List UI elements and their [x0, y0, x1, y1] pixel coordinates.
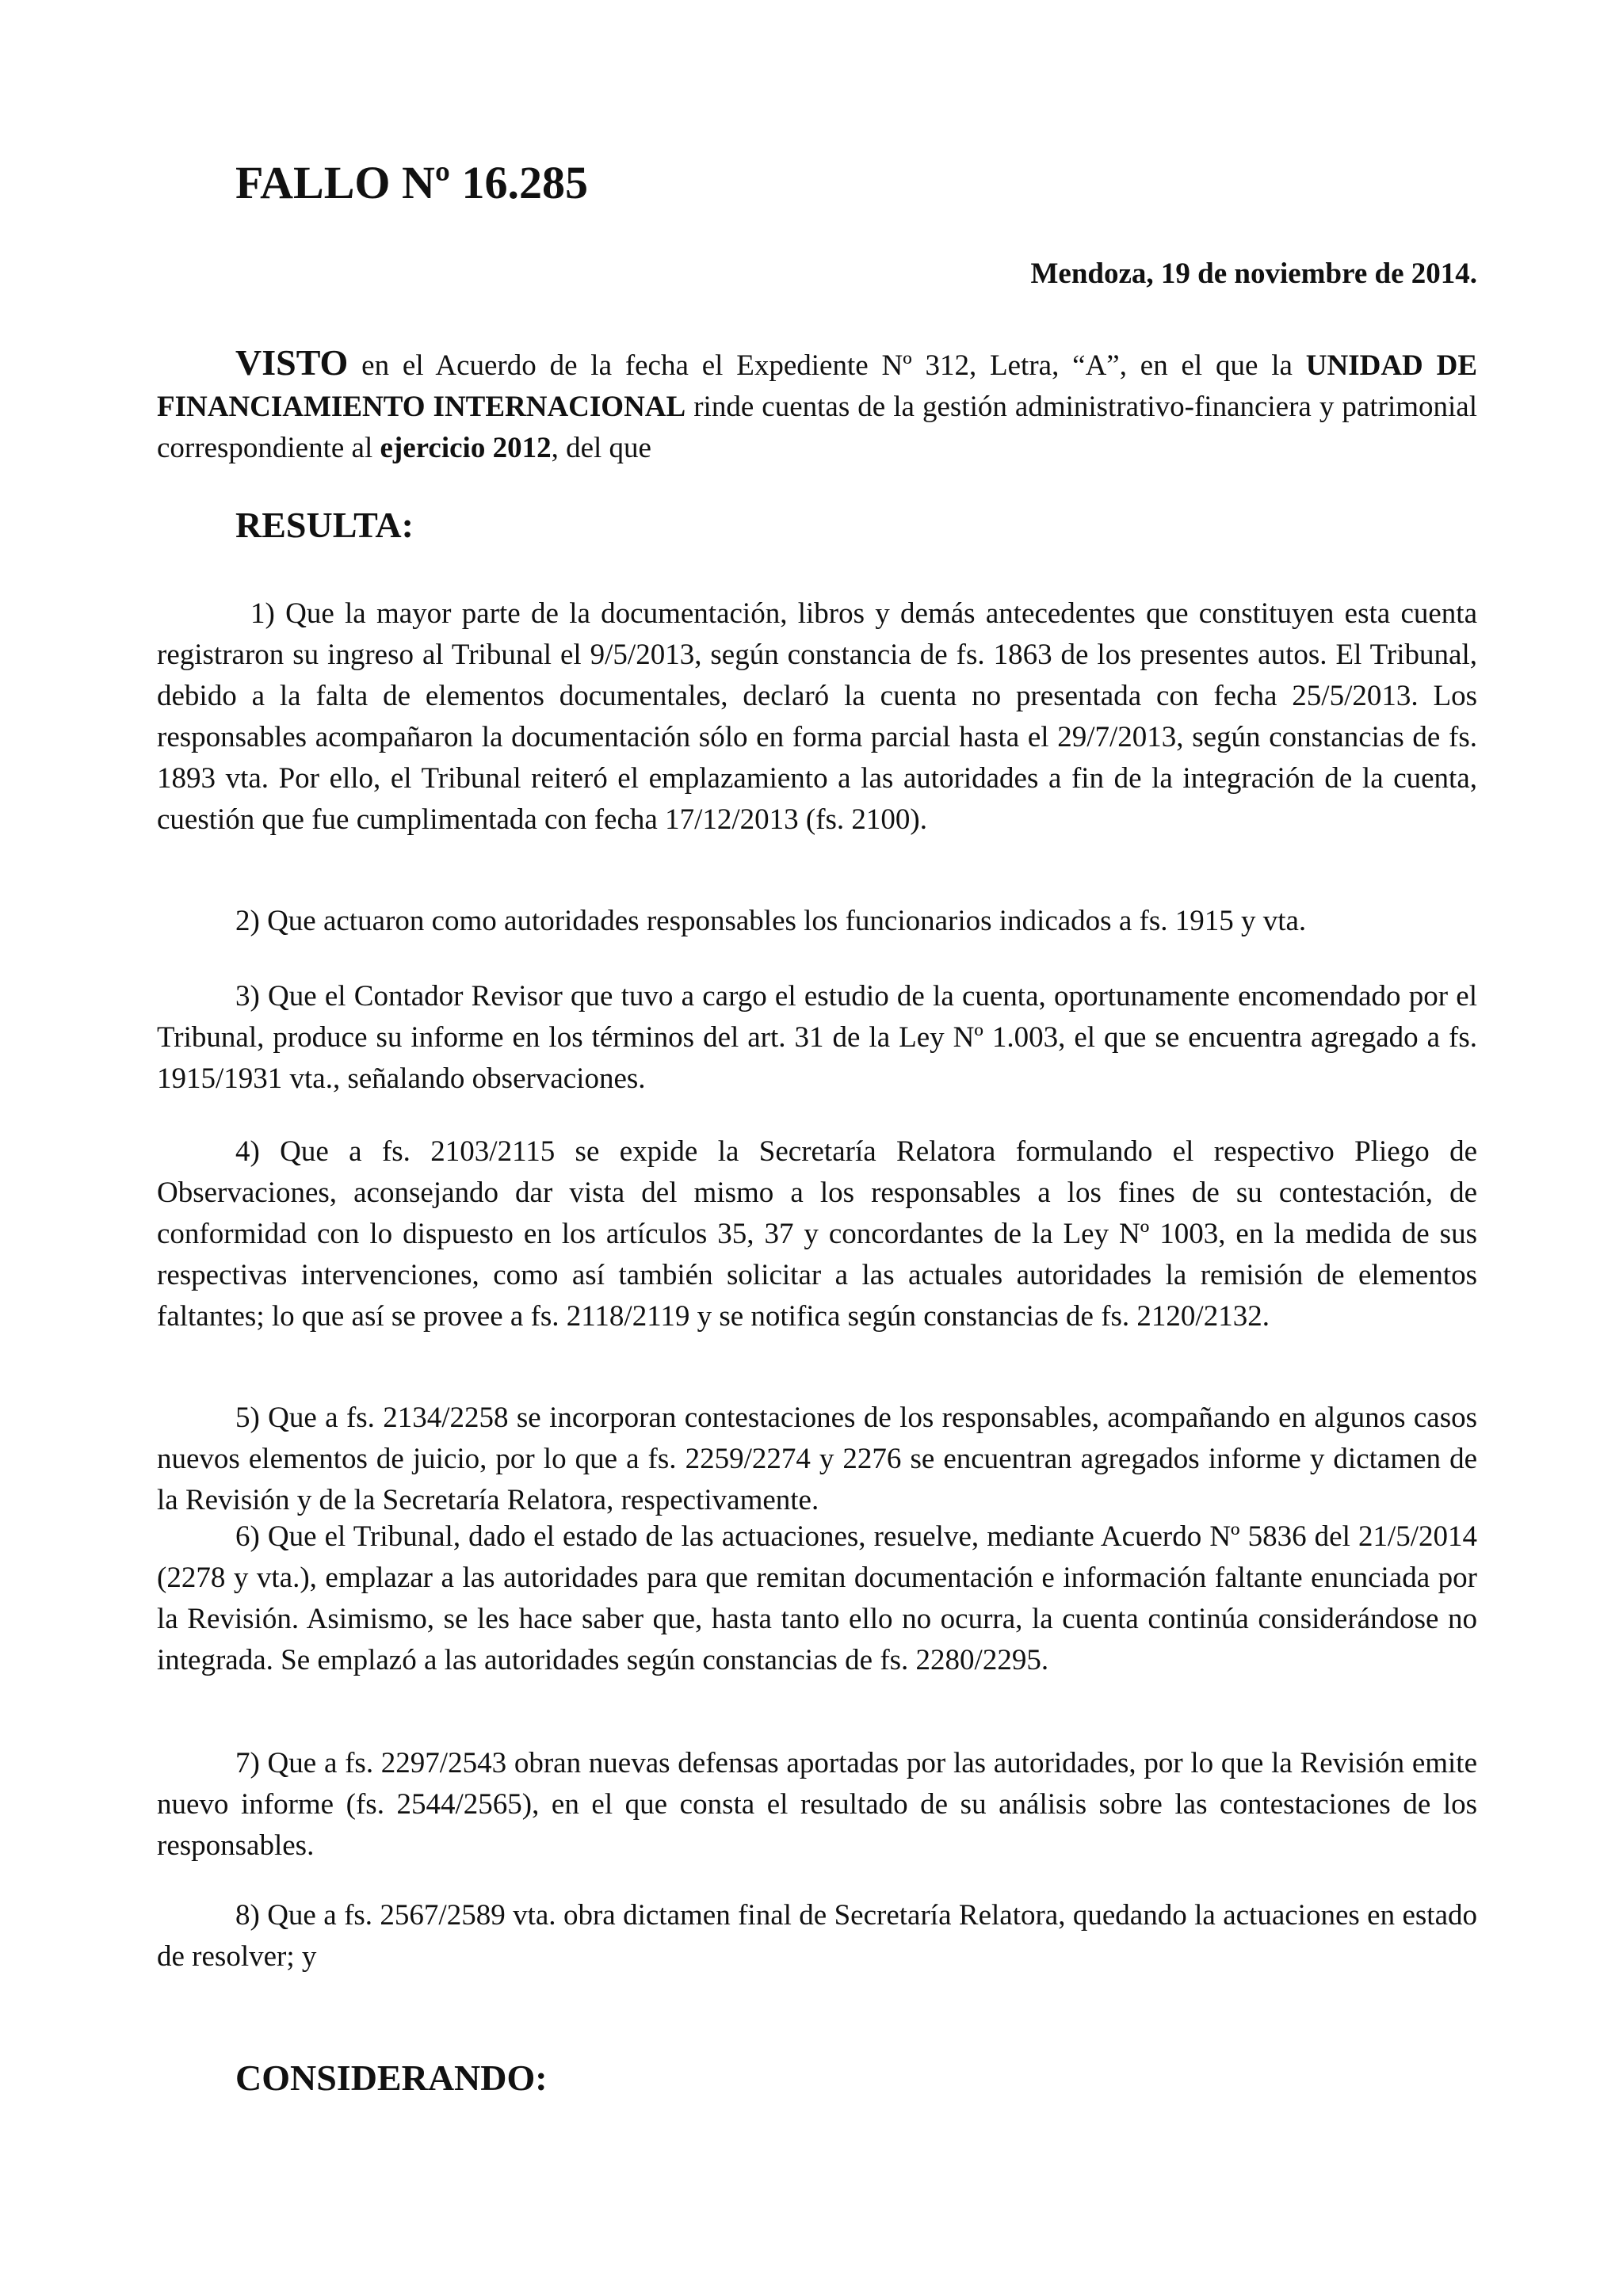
visto-text-1: en el Acuerdo de la fecha el Expediente Nº 312, Letra, “A”, en el que la: [348, 349, 1306, 382]
resulta-paragraph-5: 5) Que a fs. 2134/2258 se incorporan contestaciones de los responsables, acompañando en algunos casos nuevos elementos de juicio, por lo que a fs. 2259/2274 y 2276 se encuentran agregados informe y dictamen de la Revisión y de la Secretaría Relatora, respectivamente.: [157, 1402, 1477, 1516]
visto-lead: VISTO: [235, 342, 349, 383]
visto-text-3: , del que: [551, 432, 651, 464]
visto-text-2: rinde cuentas de la gestión administrativo-financiera y patrimonial correspondiente al: [157, 391, 1477, 464]
date-line: Mendoza, 19 de noviembre de 2014.: [1030, 257, 1477, 290]
resulta-heading: RESULTA:: [235, 505, 414, 545]
resulta-paragraph-1: 1) Que la mayor parte de la documentación, libros y demás antecedentes que constituyen esta cuenta registraron su ingreso al Tribunal el 9/5/2013, según constancia de fs. 1863 de los presentes autos. El Tribunal, debido a la falta de elementos documentales, declaró la cuenta no presentada con fecha 25/5/2013. Los responsables acompañaron la documentación sólo en forma parcial hasta el 29/7/2013, según constancias de fs. 1893 vta. Por ello, el Tribunal reiteró el emplazamiento a las autoridades a fin de la integración de la cuenta, cuestión que fue cumplimentada con fecha 17/12/2013 (fs. 2100).: [157, 597, 1477, 836]
visto-entity: UNIDAD DE FINANCIAMIENTO INTERNACIONAL: [157, 349, 1477, 423]
resulta-paragraph-3: 3) Que el Contador Revisor que tuvo a cargo el estudio de la cuenta, oportunamente encomendado por el Tribunal, produce su informe en los términos del art. 31 de la Ley Nº 1.003, el que se encuentra agregado a fs. 1915/1931 vta., señalando observaciones.: [157, 980, 1477, 1095]
resulta-paragraph-6: 6) Que el Tribunal, dado el estado de las actuaciones, resuelve, mediante Acuerdo Nº 5836 del 21/5/2014 (2278 y vta.), emplazar a las autoridades para que remitan documentación e información faltante enunciada por la Revisión. Asimismo, se les hace saber que, hasta tanto ello no ocurra, la cuenta continúa considerándose no integrada. Se emplazó a las autoridades según constancias de fs. 2280/2295.: [157, 1520, 1477, 1676]
resulta-paragraph-7: 7) Que a fs. 2297/2543 obran nuevas defensas aportadas por las autoridades, por lo que la Revisión emite nuevo informe (fs. 2544/2565), en el que consta el resultado de su análisis sobre las contestaciones de los responsables.: [157, 1747, 1477, 1862]
resulta-paragraph-8: 8) Que a fs. 2567/2589 vta. obra dictamen final de Secretaría Relatora, quedando la actuaciones en estado de resolver; y: [157, 1899, 1477, 1973]
considerando-heading: CONSIDERANDO:: [235, 2058, 548, 2098]
visto-period: ejercicio 2012: [380, 432, 552, 464]
resulta-paragraph-4: 4) Que a fs. 2103/2115 se expide la Secretaría Relatora formulando el respectivo Pliego de Observaciones, aconsejando dar vista del mismo a los responsables a los fines de su contestación, de conformidad con lo dispuesto en los artículos 35, 37 y concordantes de la Ley Nº 1003, en la medida de sus respectivas intervenciones, como así también solicitar a las actuales autoridades la remisión de elementos faltantes; lo que así se provee a fs. 2118/2119 y se notifica según constancias de fs. 2120/2132.: [157, 1135, 1477, 1333]
resulta-paragraph-2: 2) Que actuaron como autoridades responsables los funcionarios indicados a fs. 1915 y vta.: [235, 905, 1307, 937]
visto-paragraph: [157, 342, 1477, 469]
document-title: FALLO Nº 16.285: [235, 157, 589, 208]
